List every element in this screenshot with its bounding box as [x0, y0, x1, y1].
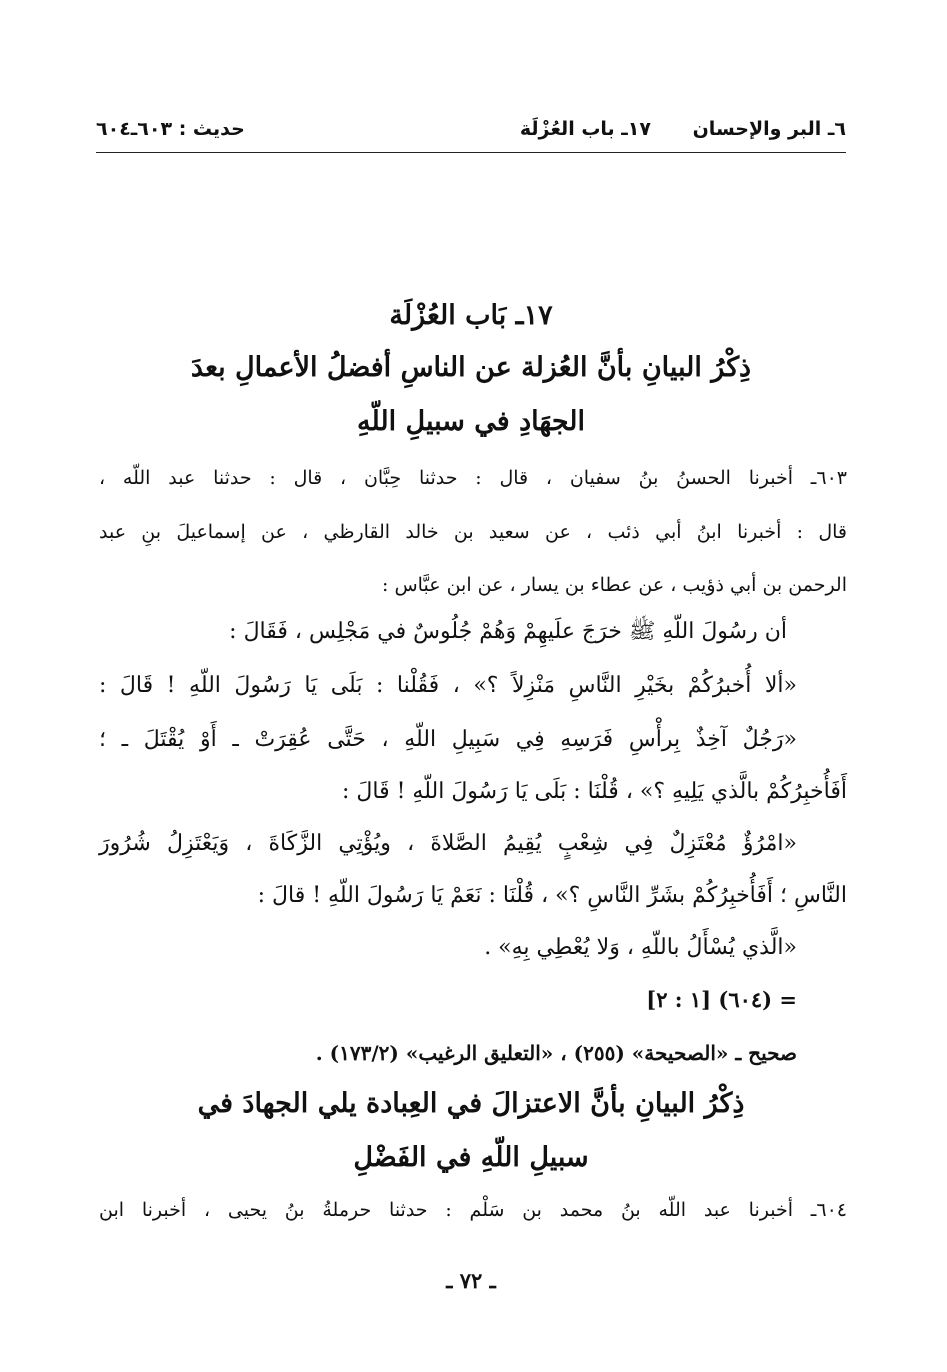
page-number: ـ ٧٢ ـ — [446, 1268, 496, 1293]
hadith-603-line-6: «رَجُلٌ آخِذٌ بِرأْسِ فَرَسِهِ فِي سَبِيلِ اللّهِ ، حَتَّى عُقِرَتْ ـ أَوْ يُقْتَلَ ـ ؛ — [99, 727, 797, 752]
running-header — [96, 112, 846, 153]
cross-reference: = (٦٠٤) [١ : ٢] — [646, 987, 797, 1012]
section-heading-1-line-2: الجهَادِ في سبيلِ اللّهِ — [357, 406, 585, 437]
header-hadith-range: حديث : ٦٠٣ـ٦٠٤ — [96, 118, 245, 140]
chapter-title: ١٧ـ بَاب العُزْلَة — [389, 300, 553, 331]
hadith-603-line-3: الرحمن بن أبي ذؤيب ، عن عطاء بن يسار ، عن ابن عبَّاس : — [382, 574, 847, 596]
section-heading-2-line-1: ذِكْرُ البيانِ بأنَّ الاعتزالَ في العِبادة يلي الجهادَ في — [197, 1088, 745, 1119]
hadith-603-line-10: «الَّذي يُسْأَلُ باللّهِ ، وَلا يُعْطِي بِهِ» . — [484, 935, 797, 960]
hadith-603-line-1: ٦٠٣ـ أخبرنا الحسنُ بنُ سفيان ، قال : حدثنا حِبَّان ، قال : حدثنا عبد اللّه ، — [99, 467, 847, 489]
hadith-grading: صحيح ـ «الصحيحة» (٢٥٥) ، «التعليق الرغيب» (١٧٣/٢) . — [315, 1041, 797, 1065]
hadith-603-line-7: أَفَأُخبِرُكُمْ بالَّذي يَلِيهِ ؟» ، قُلْنَا : بَلَى يَا رَسُولَ اللّهِ ! قَالَ : — [342, 779, 847, 804]
hadith-603-line-8: «امْرُؤٌ مُعْتَزِلٌ فِي شِعْبٍ يُقِيمُ الصَّلاةَ ، ويُؤْتِي الزَّكَاةَ ، وَيَعْتَزِلُ شُرُورَ — [99, 831, 797, 856]
hadith-603-line-2: قال : أخبرنا ابنُ أبي ذئب ، عن سعيد بن خالد القارظي ، عن إسماعيلَ بنِ عبد — [99, 521, 847, 543]
hadith-604-line-1: ٦٠٤ـ أخبرنا عبد اللّه بنُ محمد بن سَلْم : حدثنا حرملةُ بنُ يحيى ، أخبرنا ابن — [99, 1199, 847, 1221]
header-book-title: ٦ـ البر والإحسان — [692, 118, 846, 140]
section-heading-1-line-1: ذِكْرُ البيانِ بأنَّ العُزلة عن الناسِ أفضلُ الأعمالِ بعدَ — [190, 352, 752, 383]
header-chapter-title: ١٧ـ باب العُزْلَة — [519, 118, 651, 140]
hadith-603-line-4: أن رسُولَ اللّهِ ﷺ خرَجَ علَيهِمْ وَهُمْ جُلُوسٌ في مَجْلِس ، فَقَالَ : — [229, 619, 787, 644]
hadith-603-line-9: النَّاسِ ؛ أَفَأُخبِرُكُمْ بشَرِّ النَّاسِ ؟» ، قُلْنَا : نَعَمْ يَا رَسُولَ اللّهِ ! قالَ : — [257, 883, 847, 908]
hadith-603-line-5: «ألا أُخبرُكُمْ بخَيْرِ النَّاسِ مَنْزِلاً ؟» ، فَقُلْنا : بَلَى يَا رَسُولَ اللّهِ ! قَالَ : — [99, 673, 797, 698]
section-heading-2-line-2: سبيلِ اللّهِ في الفَضْلِ — [353, 1142, 589, 1173]
